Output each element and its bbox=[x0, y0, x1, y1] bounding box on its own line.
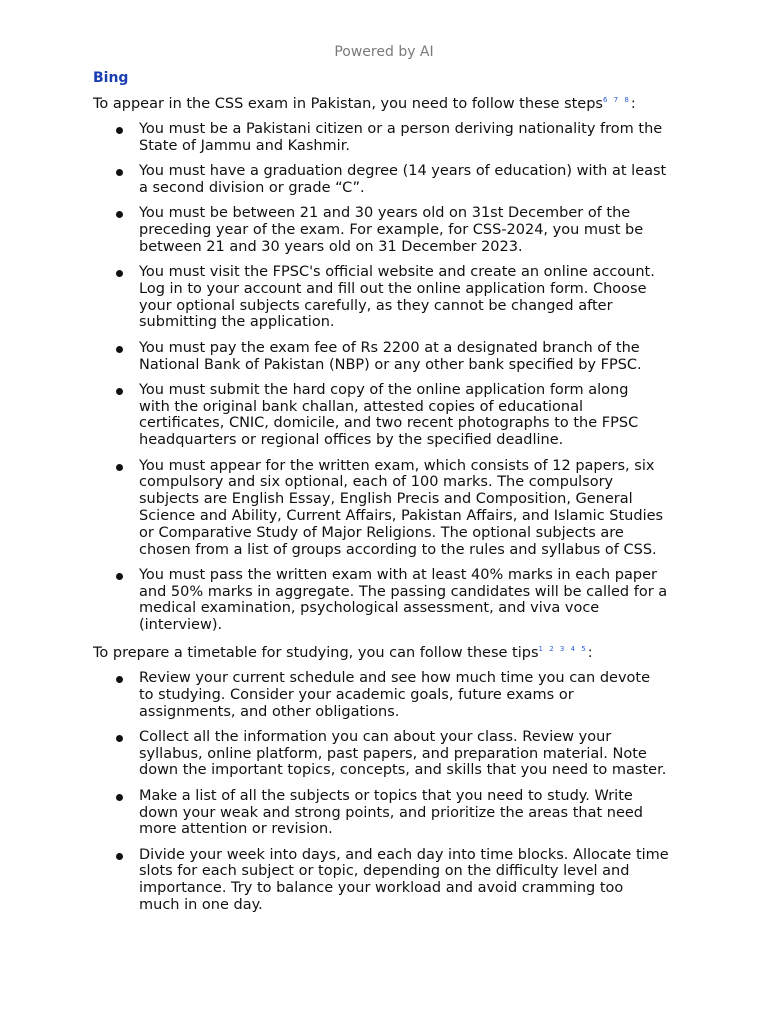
css-citations[interactable]: 6 7 8 bbox=[603, 96, 631, 104]
list-item-line: slots for each subject or topic, depending on the difficulty level and bbox=[139, 863, 630, 880]
list-item bbox=[0, 788, 679, 838]
list-item-line: a second division or grade “C”. bbox=[139, 179, 365, 196]
list-item bbox=[0, 340, 679, 374]
css-intro-paragraph: To appear in the CSS exam in Pakistan, you need to follow these steps$^{6 7 8}$: bbox=[93, 96, 636, 112]
list-item-line: You must be between 21 and 30 years old on 31st December of the bbox=[139, 205, 631, 222]
bullet-icon bbox=[116, 573, 123, 580]
list-item-line: Log in to your account and fill out the online application form. Choose bbox=[139, 280, 647, 297]
bullet-icon bbox=[116, 676, 123, 683]
list-item bbox=[0, 847, 679, 914]
list-item-line: You must pay the exam fee of Rs 2200 at a designated branch of the bbox=[139, 339, 640, 356]
list-item-line: or Comparative Study of Major Religions. The optional subjects are bbox=[139, 524, 624, 541]
list-item-line: certificates, CNIC, domicile, and two recent photographs to the FPSC bbox=[139, 415, 639, 432]
bullet-icon bbox=[116, 853, 123, 860]
bullet-icon bbox=[116, 464, 123, 471]
list-item bbox=[0, 121, 679, 155]
list-item-line: You must pass the written exam with at least 40% marks in each paper bbox=[139, 566, 657, 583]
list-item-line: between 21 and 30 years old on 31 December 2023. bbox=[139, 238, 523, 255]
list-item-line: syllabus, online platform, past papers, and preparation material. Note bbox=[139, 745, 647, 762]
bullet-icon bbox=[116, 388, 123, 395]
list-item bbox=[0, 729, 679, 779]
list-item-line: submitting the application. bbox=[139, 314, 335, 331]
list-item bbox=[0, 205, 679, 255]
list-item bbox=[0, 567, 679, 634]
list-item-line: National Bank of Pakistan (NBP) or any other bank specified by FPSC. bbox=[139, 356, 642, 373]
timetable-tips-list bbox=[0, 670, 768, 922]
list-item-line: much in one day. bbox=[139, 897, 263, 914]
list-item-line: compulsory and six optional, each of 100 marks. The compulsory bbox=[139, 474, 614, 491]
bullet-icon bbox=[116, 127, 123, 134]
list-item-line: Make a list of all the subjects or topics that you need to study. Write bbox=[139, 787, 633, 804]
list-item-line: more attention or revision. bbox=[139, 821, 333, 838]
bullet-icon bbox=[116, 346, 123, 353]
css-intro-text: To appear in the CSS exam in Pakistan, you need to follow these steps bbox=[93, 96, 603, 112]
bullet-icon bbox=[116, 794, 123, 801]
source-name: Bing bbox=[93, 70, 129, 86]
list-item-line: You must submit the hard copy of the online application form along bbox=[139, 381, 629, 398]
list-item-line: Review your current schedule and see how much time you can devote bbox=[139, 670, 651, 686]
list-item-line: chosen from a list of groups according to the rules and syllabus of CSS. bbox=[139, 541, 657, 558]
list-item-line: assignments, and other obligations. bbox=[139, 703, 400, 720]
list-item bbox=[0, 163, 679, 197]
list-item-line: preceding year of the exam. For example, for CSS-2024, you must be bbox=[139, 221, 644, 238]
bullet-icon bbox=[116, 270, 123, 277]
list-item-line: to studying. Consider your academic goals, future exams or bbox=[139, 686, 574, 703]
list-item-line: Science and Ability, Current Affairs, Pakistan Affairs, and Islamic Studies bbox=[139, 507, 664, 524]
list-item-line: with the original bank challan, attested copies of educational bbox=[139, 398, 584, 415]
powered-by-label: Powered by AI bbox=[334, 44, 434, 60]
list-item-line: and 50% marks in aggregate. The passing candidates will be called for a bbox=[139, 583, 668, 600]
list-item-line: You must appear for the written exam, which consists of 12 papers, six bbox=[139, 457, 655, 474]
list-item-line: down your weak and strong points, and prioritize the areas that need bbox=[139, 804, 644, 821]
list-item-line: Divide your week into days, and each day into time blocks. Allocate time bbox=[139, 846, 669, 863]
list-item-line: You must visit the FPSC's official website and create an online account. bbox=[139, 264, 655, 281]
list-item bbox=[0, 264, 679, 331]
list-item-line: You must be a Pakistani citizen or a person deriving nationality from the bbox=[139, 121, 663, 137]
list-item-line: importance. Try to balance your workload and avoid cramming too bbox=[139, 880, 624, 897]
list-item-line: medical examination, psychological assessment, and viva voce bbox=[139, 600, 600, 617]
timetable-intro-paragraph: To prepare a timetable for studying, you can follow these tips$^{1 2 3 4 5}$: bbox=[93, 645, 593, 661]
list-item-line: down the important topics, concepts, and skills that you need to master. bbox=[139, 762, 667, 779]
list-item-line: You must have a graduation degree (14 years of education) with at least bbox=[139, 163, 667, 180]
timetable-citations[interactable]: 1 2 3 4 5 bbox=[538, 645, 588, 653]
list-item bbox=[0, 670, 679, 720]
bullet-icon bbox=[116, 735, 123, 742]
list-item-line: your optional subjects carefully, as they cannot be changed after bbox=[139, 297, 613, 314]
bullet-icon bbox=[116, 211, 123, 218]
timetable-intro-text: To prepare a timetable for studying, you can follow these tips bbox=[93, 645, 539, 661]
list-item-line: (interview). bbox=[139, 617, 223, 634]
css-steps-list bbox=[0, 121, 768, 643]
list-item-line: State of Jammu and Kashmir. bbox=[139, 137, 350, 154]
list-item-line: headquarters or regional offices by the specified deadline. bbox=[139, 432, 564, 449]
list-item-line: Collect all the information you can about your class. Review your bbox=[139, 728, 612, 745]
list-item-line: subjects are English Essay, English Precis and Composition, General bbox=[139, 491, 633, 508]
list-item bbox=[0, 458, 679, 559]
list-item bbox=[0, 382, 679, 449]
bullet-icon bbox=[116, 169, 123, 176]
